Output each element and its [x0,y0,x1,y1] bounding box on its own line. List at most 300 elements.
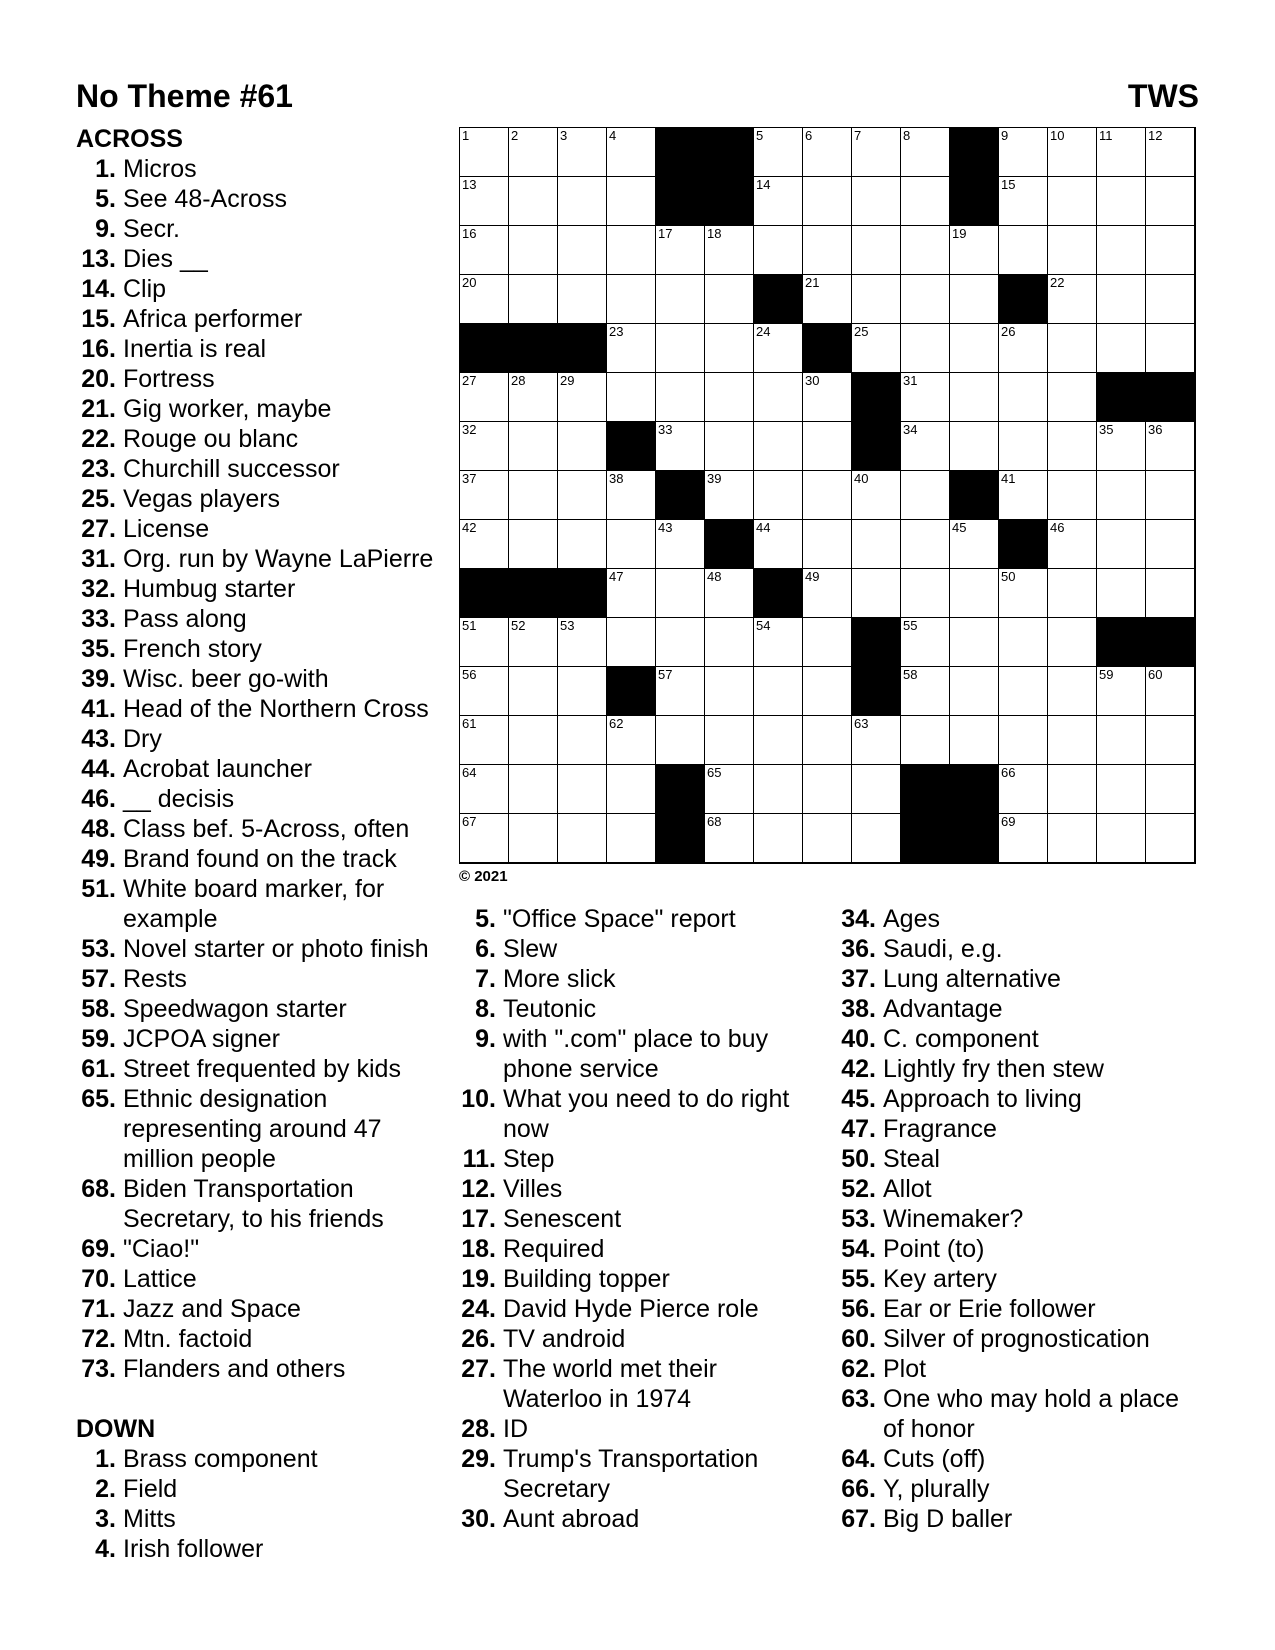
grid-cell[interactable] [460,471,509,520]
grid-cell[interactable] [460,814,509,863]
grid-cell[interactable] [901,128,950,177]
grid-cell[interactable] [558,422,607,471]
grid-cell[interactable] [509,667,558,716]
grid-cell[interactable] [852,569,901,618]
clue-item [836,1024,1206,1054]
grid-cell[interactable] [656,373,705,422]
grid-cell[interactable] [509,422,558,471]
grid-cell[interactable] [705,618,754,667]
grid-cell[interactable] [852,520,901,569]
grid-cell[interactable] [1146,569,1195,618]
grid-cell[interactable] [1048,618,1097,667]
across-heading: ACROSS [76,125,183,153]
grid-cell[interactable] [558,177,607,226]
grid-cell[interactable] [509,128,558,177]
grid-cell[interactable] [1146,814,1195,863]
grid-cell[interactable] [460,667,509,716]
clue-number: 9. [95,215,116,243]
cell-number: 65 [707,765,722,780]
clue-column-right [836,904,1206,1534]
grid-cell[interactable] [901,226,950,275]
grid-cell[interactable] [1048,128,1097,177]
grid-cell[interactable] [803,667,852,716]
grid-cell[interactable] [901,618,950,667]
cell-number: 34 [903,422,918,437]
grid-cell[interactable] [1146,667,1195,716]
grid-cell[interactable] [901,569,950,618]
clue-text: Lung alternative [883,965,1061,993]
grid-cell[interactable] [803,716,852,765]
grid-cell[interactable] [607,275,656,324]
grid-cell[interactable] [705,814,754,863]
grid-block [656,177,705,226]
grid-cell[interactable] [803,569,852,618]
grid-cell[interactable] [999,569,1048,618]
grid-block [558,569,607,618]
grid-cell[interactable] [1097,569,1146,618]
clue-number: 19. [461,1265,496,1293]
clue-item [836,1324,1206,1354]
grid-cell[interactable] [607,814,656,863]
grid-cell[interactable] [1097,471,1146,520]
grid-cell[interactable] [460,422,509,471]
clue-text: Africa performer [123,305,303,333]
grid-cell[interactable] [852,177,901,226]
clue-text: Point (to) [883,1235,985,1263]
grid-cell[interactable] [1048,275,1097,324]
clue-text: Dies __ [123,245,208,273]
grid-cell[interactable] [460,765,509,814]
grid-block [1146,618,1195,667]
grid-cell[interactable] [607,520,656,569]
grid-cell[interactable] [852,716,901,765]
grid-cell[interactable] [950,569,999,618]
cell-number: 6 [805,128,813,143]
grid-cell[interactable] [705,324,754,373]
grid-cell[interactable] [656,667,705,716]
grid-cell[interactable] [1048,177,1097,226]
grid-cell[interactable] [950,520,999,569]
clue-text: Teutonic [503,995,597,1023]
cell-number: 25 [854,324,869,339]
grid-block [656,128,705,177]
grid-cell[interactable] [1146,275,1195,324]
cell-number: 47 [609,569,624,584]
grid-cell[interactable] [754,177,803,226]
clue-text: Ethnic designation representing around 47 million people [123,1085,382,1173]
clue-item [456,1414,816,1444]
grid-cell[interactable] [901,275,950,324]
grid-cell[interactable] [460,716,509,765]
grid-cell[interactable] [901,520,950,569]
grid-cell[interactable] [901,373,950,422]
grid-cell[interactable] [509,618,558,667]
grid-cell[interactable] [656,569,705,618]
grid-cell[interactable] [558,226,607,275]
clue-text: Class bef. 5-Across, often [123,815,410,843]
clue-item [836,964,1206,994]
cell-number: 29 [560,373,575,388]
clue-number: 51. [81,875,116,903]
grid-cell[interactable] [607,569,656,618]
grid-cell[interactable] [803,422,852,471]
grid-cell[interactable] [999,324,1048,373]
grid-cell[interactable] [1146,716,1195,765]
grid-cell[interactable] [999,471,1048,520]
grid-cell[interactable] [1097,814,1146,863]
clue-number: 40. [841,1025,876,1053]
grid-cell[interactable] [509,716,558,765]
clue-item [456,904,816,934]
grid-cell[interactable] [705,569,754,618]
clue-number: 58. [81,995,116,1023]
grid-cell[interactable] [1048,765,1097,814]
clue-number: 1. [95,1445,116,1473]
grid-cell[interactable] [1048,667,1097,716]
grid-cell[interactable] [754,667,803,716]
grid-cell[interactable] [558,765,607,814]
grid-cell[interactable] [852,765,901,814]
grid-cell[interactable] [1097,275,1146,324]
clue-item [836,1174,1206,1204]
grid-cell[interactable] [1097,716,1146,765]
clue-number: 55. [841,1265,876,1293]
grid-cell[interactable] [558,716,607,765]
grid-cell[interactable] [803,373,852,422]
clue-item [76,304,444,334]
clue-number: 10. [461,1085,496,1113]
clue-item [836,1234,1206,1264]
clue-item [836,904,1206,934]
clue-number: 53. [81,935,116,963]
grid-cell[interactable] [607,765,656,814]
grid-block [852,618,901,667]
grid-cell[interactable] [950,667,999,716]
grid-cell[interactable] [950,373,999,422]
grid-cell[interactable] [460,520,509,569]
grid-cell[interactable] [1048,814,1097,863]
clue-text: Key artery [883,1265,997,1293]
clue-item [76,544,444,574]
cell-number: 51 [462,618,477,633]
grid-cell[interactable] [999,716,1048,765]
clue-number: 45. [841,1085,876,1113]
grid-cell[interactable] [656,226,705,275]
grid-cell[interactable] [754,765,803,814]
grid-cell[interactable] [803,765,852,814]
clue-number: 66. [841,1475,876,1503]
grid-cell[interactable] [754,520,803,569]
clue-text: Trump's Transportation Secretary [503,1445,759,1503]
grid-cell[interactable] [852,128,901,177]
grid-cell[interactable] [1097,324,1146,373]
grid-cell[interactable] [558,128,607,177]
grid-cell[interactable] [1146,471,1195,520]
down-clue-list [76,1444,444,1564]
cell-number: 16 [462,226,477,241]
grid-cell[interactable] [1048,520,1097,569]
grid-cell[interactable] [656,520,705,569]
cell-number: 54 [756,618,771,633]
grid-cell[interactable] [754,618,803,667]
grid-cell[interactable] [901,422,950,471]
grid-cell[interactable] [1048,471,1097,520]
grid-cell[interactable] [852,471,901,520]
grid-cell[interactable] [1048,569,1097,618]
clue-number: 49. [81,845,116,873]
cell-number: 17 [658,226,673,241]
grid-cell[interactable] [1048,373,1097,422]
grid-cell[interactable] [754,814,803,863]
grid-cell[interactable] [656,716,705,765]
grid-cell[interactable] [558,520,607,569]
clue-number: 15. [81,305,116,333]
clue-text: Step [503,1145,555,1173]
clue-item [76,334,444,364]
grid-cell[interactable] [901,716,950,765]
clue-text: with ".com" place to buy phone service [503,1025,769,1083]
clue-item [836,1204,1206,1234]
grid-cell[interactable] [950,226,999,275]
grid-cell[interactable] [950,618,999,667]
clue-number: 47. [841,1115,876,1143]
clue-text: Y, plurally [883,1475,990,1503]
clue-text: Irish follower [123,1535,264,1563]
grid-cell[interactable] [803,814,852,863]
cell-number: 21 [805,275,820,290]
grid-cell[interactable] [705,275,754,324]
clue-text: License [123,515,210,543]
grid-cell[interactable] [999,618,1048,667]
grid-cell[interactable] [607,177,656,226]
grid-cell[interactable] [754,422,803,471]
clue-item [836,1144,1206,1174]
clue-item [76,724,444,754]
cell-number: 68 [707,814,722,829]
grid-cell[interactable] [607,618,656,667]
grid-cell[interactable] [1146,177,1195,226]
grid-cell[interactable] [509,226,558,275]
grid-cell[interactable] [1097,667,1146,716]
grid-cell[interactable] [656,422,705,471]
grid-cell[interactable] [999,373,1048,422]
grid-cell[interactable] [803,128,852,177]
cell-number: 66 [1001,765,1016,780]
grid-cell[interactable] [460,373,509,422]
grid-cell[interactable] [460,128,509,177]
grid-cell[interactable] [1048,716,1097,765]
grid-cell[interactable] [558,275,607,324]
grid-cell[interactable] [460,275,509,324]
grid-cell[interactable] [558,373,607,422]
grid-cell[interactable] [558,618,607,667]
grid-cell[interactable] [558,667,607,716]
grid-cell[interactable] [852,275,901,324]
grid-cell[interactable] [607,716,656,765]
clue-text: Jazz and Space [123,1295,301,1323]
clue-number: 48. [81,815,116,843]
grid-cell[interactable] [656,324,705,373]
clue-number: 25. [81,485,116,513]
clue-number: 6. [475,935,496,963]
grid-cell[interactable] [558,471,607,520]
grid-cell[interactable] [950,324,999,373]
clue-number: 17. [461,1205,496,1233]
grid-block [1097,618,1146,667]
grid-cell[interactable] [901,471,950,520]
grid-cell[interactable] [705,716,754,765]
grid-cell[interactable] [460,177,509,226]
grid-cell[interactable] [460,226,509,275]
grid-cell[interactable] [1097,422,1146,471]
grid-cell[interactable] [950,716,999,765]
grid-cell[interactable] [509,373,558,422]
grid-cell[interactable] [460,618,509,667]
grid-cell[interactable] [607,128,656,177]
grid-cell[interactable] [705,373,754,422]
grid-cell[interactable] [1097,520,1146,569]
grid-block [460,324,509,373]
cell-number: 38 [609,471,624,486]
cell-number: 7 [854,128,862,143]
grid-cell[interactable] [607,324,656,373]
grid-cell[interactable] [999,667,1048,716]
grid-cell[interactable] [509,471,558,520]
grid-cell[interactable] [1146,520,1195,569]
clue-item [836,994,1206,1024]
grid-cell[interactable] [607,226,656,275]
grid-cell[interactable] [1048,422,1097,471]
grid-cell[interactable] [754,716,803,765]
clue-number: 50. [841,1145,876,1173]
grid-block [852,422,901,471]
grid-cell[interactable] [1097,177,1146,226]
grid-cell[interactable] [999,177,1048,226]
grid-cell[interactable] [1048,226,1097,275]
grid-cell[interactable] [558,814,607,863]
clue-number: 28. [461,1415,496,1443]
clue-item [76,484,444,514]
cell-number: 18 [707,226,722,241]
clue-item [456,1144,816,1174]
cell-number: 45 [952,520,967,535]
grid-cell[interactable] [705,422,754,471]
grid-cell[interactable] [1146,226,1195,275]
clue-number: 65. [81,1085,116,1113]
cell-number: 22 [1050,275,1065,290]
clue-item [456,1084,816,1144]
across-clue-list [76,154,444,1384]
clue-item [76,934,444,964]
grid-cell[interactable] [803,618,852,667]
grid-cell[interactable] [754,471,803,520]
grid-cell[interactable] [509,814,558,863]
grid-cell[interactable] [754,373,803,422]
grid-cell[interactable] [509,520,558,569]
clue-item [76,874,444,934]
clue-number: 5. [475,905,496,933]
clue-item [456,1444,816,1504]
clue-text: Plot [883,1355,927,1383]
grid-cell[interactable] [705,471,754,520]
grid-cell[interactable] [950,275,999,324]
grid-cell[interactable] [852,324,901,373]
grid-cell[interactable] [803,471,852,520]
grid-cell[interactable] [901,324,950,373]
clue-text: Field [123,1475,178,1503]
grid-cell[interactable] [1146,324,1195,373]
grid-cell[interactable] [803,275,852,324]
grid-cell[interactable] [656,275,705,324]
clue-number: 31. [81,545,116,573]
grid-cell[interactable] [901,667,950,716]
grid-cell[interactable] [754,128,803,177]
cell-number: 46 [1050,520,1065,535]
grid-cell[interactable] [1146,422,1195,471]
clue-number: 21. [81,395,116,423]
grid-cell[interactable] [656,618,705,667]
grid-cell[interactable] [607,471,656,520]
grid-cell[interactable] [1146,128,1195,177]
grid-cell[interactable] [509,765,558,814]
grid-block [852,373,901,422]
grid-cell[interactable] [754,226,803,275]
clue-number: 5. [95,185,116,213]
grid-cell[interactable] [999,422,1048,471]
grid-cell[interactable] [1048,324,1097,373]
clue-number: 20. [81,365,116,393]
grid-cell[interactable] [999,814,1048,863]
cell-number: 1 [462,128,470,143]
cell-number: 20 [462,275,477,290]
grid-cell[interactable] [803,177,852,226]
grid-cell[interactable] [705,667,754,716]
grid-cell[interactable] [852,814,901,863]
grid-cell[interactable] [803,226,852,275]
grid-cell[interactable] [999,226,1048,275]
grid-cell[interactable] [705,765,754,814]
grid-block [999,520,1048,569]
grid-cell[interactable] [901,177,950,226]
clue-number: 22. [81,425,116,453]
grid-cell[interactable] [999,128,1048,177]
grid-block [705,177,754,226]
clue-item [76,454,444,484]
grid-block [656,765,705,814]
grid-cell[interactable] [950,422,999,471]
grid-cell[interactable] [607,373,656,422]
clue-text: Aunt abroad [503,1505,640,1533]
grid-cell[interactable] [1097,765,1146,814]
grid-cell[interactable] [1097,128,1146,177]
grid-cell[interactable] [852,226,901,275]
grid-cell[interactable] [509,275,558,324]
clue-item [836,1354,1206,1384]
grid-cell[interactable] [803,520,852,569]
grid-cell[interactable] [1097,226,1146,275]
grid-cell[interactable] [509,177,558,226]
clue-item [456,1024,816,1084]
grid-cell[interactable] [1146,765,1195,814]
grid-cell[interactable] [754,324,803,373]
cell-number: 63 [854,716,869,731]
grid-cell[interactable] [999,765,1048,814]
clue-item [836,934,1206,964]
clue-text: Senescent [503,1205,622,1233]
clue-text: Vegas players [123,485,281,513]
clue-item [76,1324,444,1354]
grid-cell[interactable] [705,226,754,275]
